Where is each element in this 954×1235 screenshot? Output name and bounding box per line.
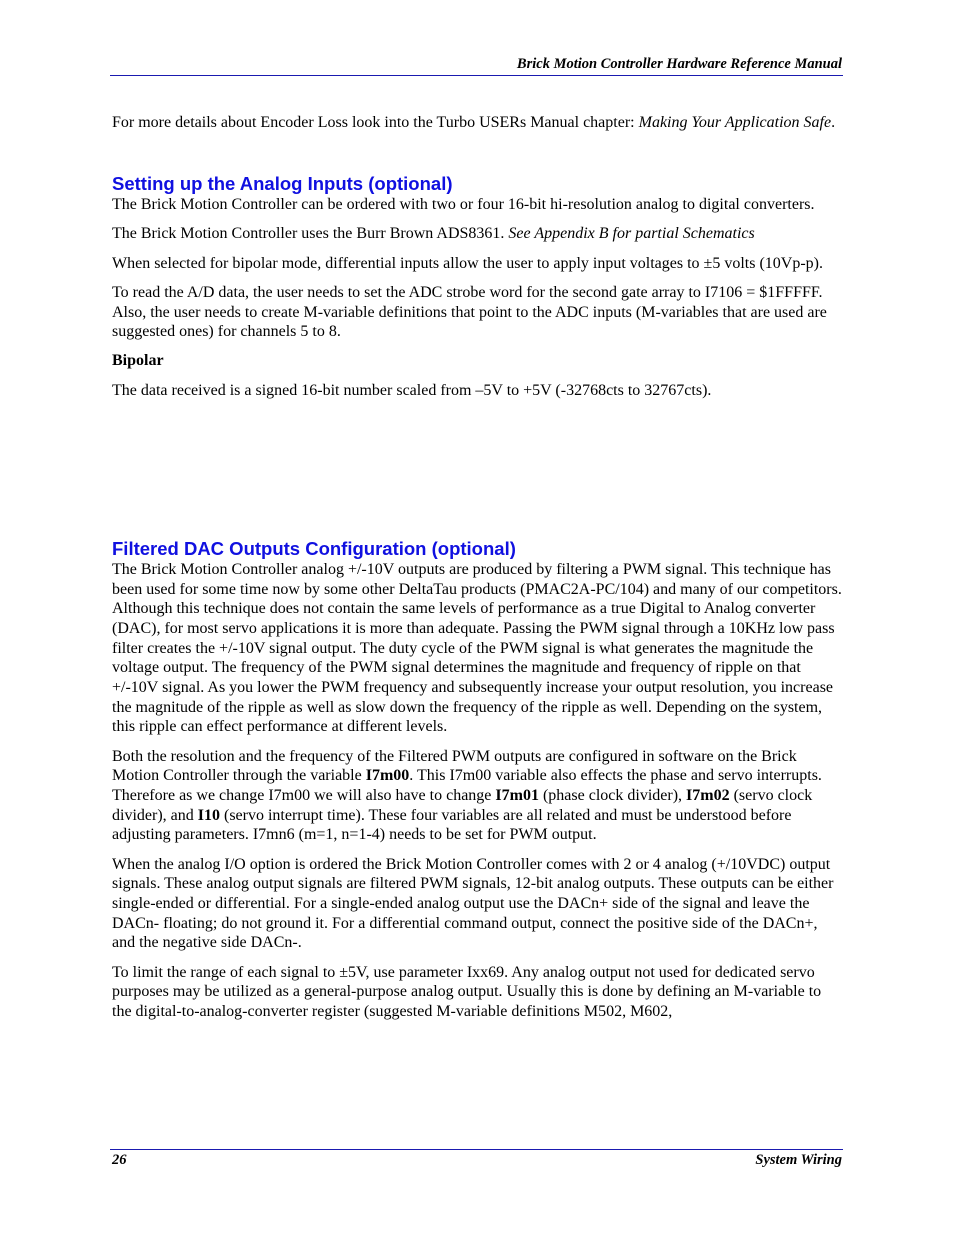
section-heading-dac-outputs: Filtered DAC Outputs Configuration (optional) [112, 537, 516, 559]
bipolar-subheading: Bipolar [112, 352, 164, 370]
spacer [112, 142, 842, 173]
dac-paragraph-2: Both the resolution and the frequency of the Filtered PWM outputs are configured in software on the Brick Motion Controller through the variable I7m00. This I7m00 variable also effects the phase and servo interrupts. Therefore as we change I7m00 we will also have to change I7m01 (phase clock divider), I7m02 (servo clock divider), and I10 (servo interrupt time). These four variables are all related and must be understood before adjusting parameters. I7mn6 (m=1, n=1-4) needs to be set for PWM output. [112, 747, 822, 844]
analog-paragraph-1: The Brick Motion Controller can be ordered with two or four 16-bit hi-resolution analog to digital converters. [112, 196, 815, 214]
analog-paragraph-5: The data received is a signed 16-bit number scaled from –5V to +5V (-32768cts to 32767cts). [112, 381, 712, 399]
page-body [112, 113, 842, 1031]
footer-rule [110, 1149, 843, 1150]
section-heading-analog-inputs: Setting up the Analog Inputs (optional) [112, 173, 453, 195]
intro-reference: Making Your Application Safe [638, 114, 832, 131]
footer-section-title: System Wiring [755, 1152, 842, 1168]
intro-paragraph: For more details about Encoder Loss look into the Turbo USERs Manual chapter: Making Your Application Safe. [112, 114, 836, 131]
analog-paragraph-2: The Brick Motion Controller uses the Burr Brown ADS8361. See Appendix B for partial Schematics [112, 225, 755, 243]
dac-paragraph-4: To limit the range of each signal to ±5V, use parameter Ixx69. Any analog output not used for dedicated servo purposes may be utilized as a general-purpose analog output. Usually this is done by defining an M-variable to the digital-to-analog-converter register (suggested M-variable definitions M502, M602, [112, 963, 822, 1021]
dac-paragraph-3: When the analog I/O option is ordered the Brick Motion Controller comes with 2 or 4 analog (+/10VDC) output signals. These analog output signals are filtered PWM signals, 12-bit analog outputs. These outputs can be either single-ended or differential. For a single-ended analog output use the DACn+ side of the signal and leave the DACn- floating; do not ground it. For a differential command output, connect the positive side of the DACn+, and the negative side DACn-. [112, 855, 834, 952]
appendix-reference: See Appendix B for partial Schematics [508, 225, 755, 243]
page-number: 26 [112, 1152, 127, 1168]
analog-paragraph-3: When selected for bipolar mode, differential inputs allow the user to apply input voltages to ±5 volts (10Vp-p). [112, 254, 823, 272]
analog-paragraph-4: To read the A/D data, the user needs to set the ADC strobe word for the second gate array to I7106 = $1FFFFF. Also, the user needs to create M-variable definitions that point to the ADC inputs (M-variables that are used are suggested ones) for channels 5 to 8. [112, 283, 827, 341]
spacer [112, 410, 842, 538]
running-header: Brick Motion Controller Hardware Reference Manual [516, 56, 842, 72]
header-rule [110, 75, 843, 76]
dac-paragraph-1: The Brick Motion Controller analog +/-10V outputs are produced by filtering a PWM signal. This technique has been used for some time now by some other DeltaTau products (PMAC2A-PC/104) and many of our competitors. Although this technique does not contain the same levels of performance as a true Digital to Analog converter (DAC), for most servo applications it is more than adequate. Passing the PWM signal through a 10KHz low pass filter creates the +/-10V signal output. The duty cycle of the PWM signal is what generates the magnitude the voltage output. The frequency of the PWM signal determines the magnitude and frequency of ripple on that +/-10V signal. As you lower the PWM frequency and subsequently increase your output resolution, you increase the magnitude of the ripple as well as slow down the frequency of the ripple as well. Depending on the system, this ripple can effect performance at different levels. [112, 560, 842, 736]
